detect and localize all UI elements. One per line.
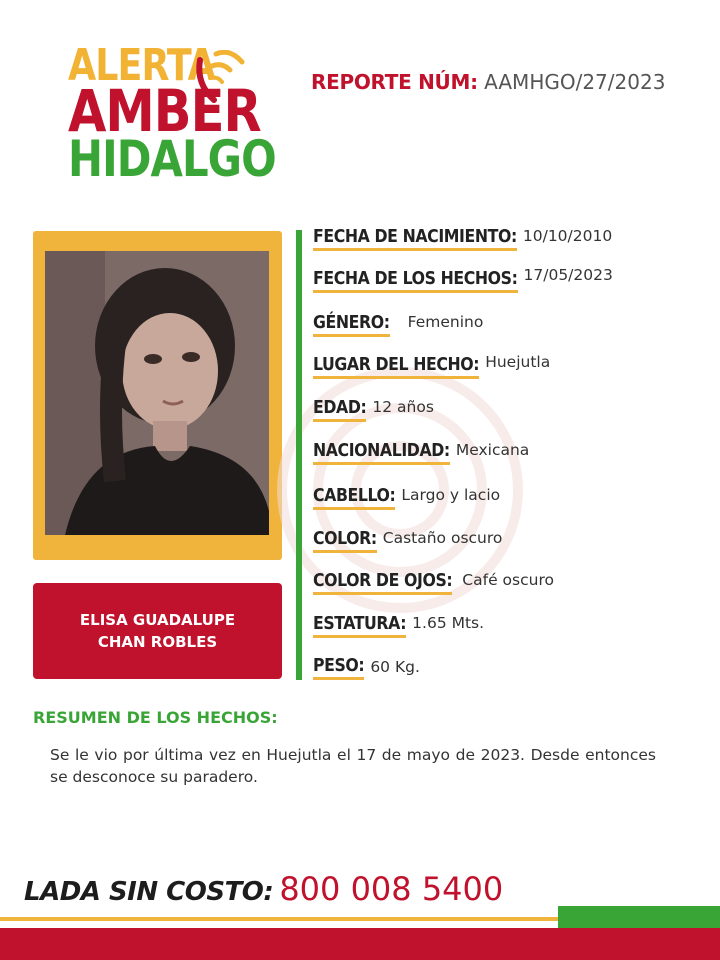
photo-frame xyxy=(33,231,282,560)
logo-line-alerta: ALERTA xyxy=(68,40,215,91)
name-line-2: CHAN ROBLES xyxy=(97,633,218,651)
field-nacionalidad xyxy=(313,441,529,461)
field-color-ojos xyxy=(313,571,554,591)
field-edad xyxy=(313,398,434,418)
toll-free-contact xyxy=(24,870,503,908)
missing-person-photo xyxy=(45,251,269,535)
field-value: 60 Kg. xyxy=(370,658,420,676)
field-label: FECHA DE NACIMIENTO: xyxy=(313,227,517,251)
field-value: Femenino xyxy=(407,313,484,331)
red-footer-band xyxy=(0,928,720,960)
contact-label: LADA SIN COSTO: xyxy=(24,877,274,907)
contact-phone[interactable]: 800 008 5400 xyxy=(279,870,504,908)
field-value: 17/05/2023 xyxy=(523,266,613,284)
field-label: COLOR DE OJOS: xyxy=(313,571,452,595)
field-label: PESO: xyxy=(313,656,364,680)
field-label: LUGAR DEL HECHO: xyxy=(313,355,479,379)
field-lugar-hecho xyxy=(313,355,550,375)
name-line-1: ELISA GUADALUPE xyxy=(79,611,236,629)
signal-waves-icon xyxy=(192,50,248,110)
field-fecha-hechos xyxy=(313,266,613,289)
field-value: 12 años xyxy=(372,398,434,416)
summary-text: Se le vio por última vez en Huejutla el 17 de mayo de 2023. Desde entonces se desconoce su paradero. xyxy=(50,746,656,786)
person-name xyxy=(33,583,282,679)
summary-title: RESUMEN DE LOS HECHOS: xyxy=(33,708,278,727)
field-peso xyxy=(313,656,420,676)
field-value: 10/10/2010 xyxy=(522,227,613,245)
field-value: 1.65 Mts. xyxy=(412,614,485,632)
field-label: CABELLO: xyxy=(313,486,395,510)
field-fecha-nacimiento xyxy=(313,227,612,247)
field-label: COLOR: xyxy=(313,529,377,553)
field-value: Mexicana xyxy=(455,441,530,459)
field-value: Huejutla xyxy=(485,353,551,371)
green-divider xyxy=(296,230,302,680)
field-value: Largo y lacio xyxy=(401,486,501,504)
logo-line-hidalgo: HIDALGO xyxy=(68,130,276,188)
alerta-amber-hidalgo-logo xyxy=(68,40,276,204)
logo-line-amber: AMBER xyxy=(68,77,261,145)
report-number xyxy=(311,70,665,94)
field-value: Castaño oscuro xyxy=(382,529,503,547)
field-estatura xyxy=(313,614,484,634)
field-label: ESTATURA: xyxy=(313,614,406,638)
green-block xyxy=(558,906,720,928)
field-cabello xyxy=(313,486,500,506)
field-label: FECHA DE LOS HECHOS: xyxy=(313,269,518,293)
report-value: AAMHGO/27/2023 xyxy=(484,70,666,94)
field-genero xyxy=(313,313,483,333)
field-color xyxy=(313,529,502,549)
report-label: REPORTE NÚM: xyxy=(311,70,478,94)
field-label: GÉNERO: xyxy=(313,313,390,337)
field-label: EDAD: xyxy=(313,398,366,422)
field-value: Café oscuro xyxy=(462,571,554,589)
field-label: NACIONALIDAD: xyxy=(313,441,450,465)
